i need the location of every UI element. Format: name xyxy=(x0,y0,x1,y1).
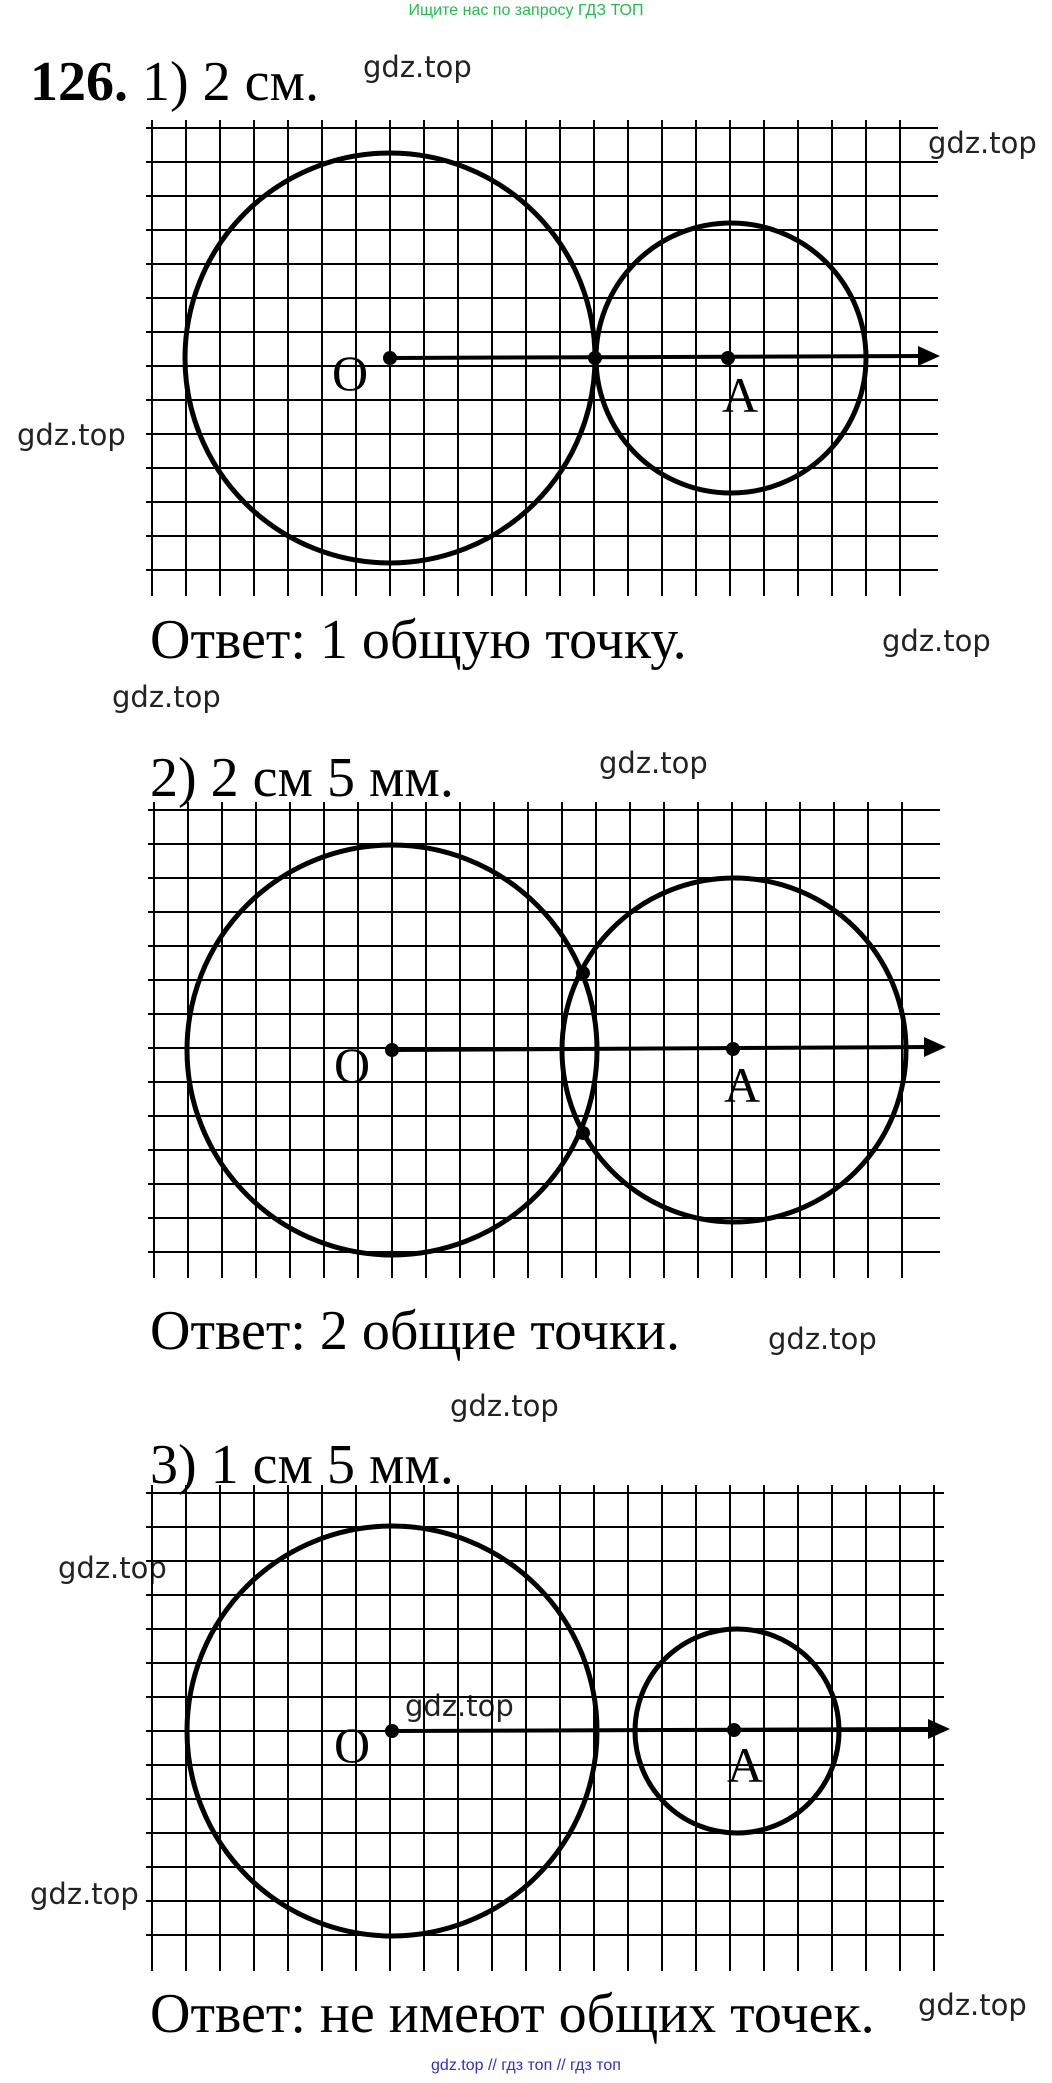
watermark: gdz.top xyxy=(450,1389,559,1423)
watermark: gdz.top xyxy=(918,1988,1027,2022)
watermark: gdz.top xyxy=(882,624,991,658)
part3-ray-arrow xyxy=(928,1719,950,1739)
part1-answer: Ответ: 1 общую точку. xyxy=(150,609,687,671)
bottom-banner[interactable]: gdz.top // гдз топ // гдз топ xyxy=(431,2057,621,2074)
part1-label-o: O xyxy=(332,345,369,401)
watermark: gdz.top xyxy=(405,1689,514,1723)
watermark: gdz.top xyxy=(30,1877,139,1911)
part3-point-o xyxy=(385,1724,399,1738)
watermark: gdz.top xyxy=(363,50,472,84)
part3-answer: Ответ: не имеют общих точек. xyxy=(150,1983,875,2045)
part2-title: 2) 2 см 5 мм. xyxy=(150,747,454,809)
watermark: gdz.top xyxy=(17,418,126,452)
watermark: gdz.top xyxy=(112,680,221,714)
part3-point-a xyxy=(727,1723,741,1737)
top-banner[interactable]: Ищите нас по запросу ГДЗ ТОП xyxy=(408,2,644,19)
watermark: gdz.top xyxy=(599,746,708,780)
part3-label-o: O xyxy=(334,1717,371,1773)
part2-label-o: O xyxy=(334,1037,371,1093)
watermark: gdz.top xyxy=(768,1322,877,1356)
part3-label-a: A xyxy=(727,1737,764,1793)
watermark: gdz.top xyxy=(928,126,1037,160)
watermark: gdz.top xyxy=(58,1551,167,1585)
problem-number: 126. xyxy=(30,51,128,113)
part2-answer: Ответ: 2 общие точки. xyxy=(150,1300,680,1362)
part3-title: 3) 1 см 5 мм. xyxy=(150,1434,454,1496)
part3-ray xyxy=(392,1729,935,1731)
part1-label-a: A xyxy=(722,367,759,423)
part1-title: 1) 2 см. xyxy=(142,51,319,113)
part2-label-a: A xyxy=(724,1057,761,1113)
